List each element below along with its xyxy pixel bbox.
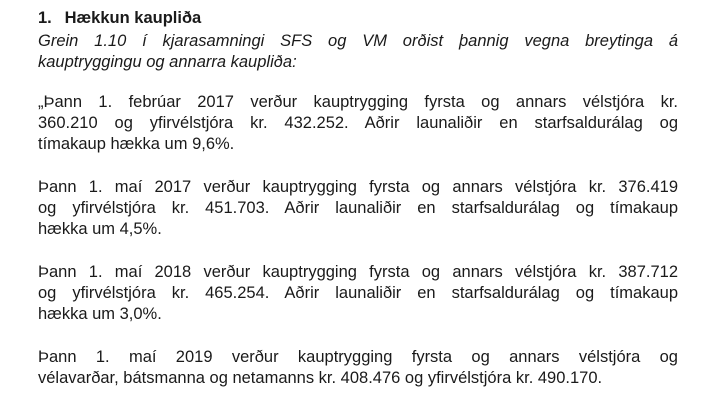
intro-line: kauptryggingu og annarra kaupliða: — [38, 53, 297, 71]
section-title: Hækkun kaupliða — [64, 9, 202, 27]
section-heading — [38, 8, 678, 28]
paragraph-line: og yfirvélstjóra kr. 465.254. Aðrir launaliðir en starfsaldurálag og tímakaup — [38, 284, 678, 302]
paragraph-line: Þann 1. maí 2017 verður kauptrygging fyrsta og annars vélstjóra kr. 376.419 — [38, 178, 678, 196]
paragraph-may-2017 — [38, 177, 678, 240]
paragraph-line: og yfirvélstjóra kr. 451.703. Aðrir launaliðir en starfsaldurálag og tímakaup — [38, 199, 678, 217]
paragraph-line: Þann 1. maí 2019 verður kauptrygging fyrsta og annars vélstjóra og — [38, 348, 678, 366]
document-page — [38, 8, 678, 411]
paragraph-line: hækka um 4,5%. — [38, 220, 162, 238]
intro-line: Grein 1.10 í kjarasamningi SFS og VM orðist þannig vegna breytinga á — [38, 32, 678, 50]
paragraph-line: hækka um 3,0%. — [38, 305, 162, 323]
intro-text — [38, 31, 678, 73]
paragraph-feb-2017 — [38, 92, 678, 155]
paragraph-line: vélavarðar, bátsmanna og netamanns kr. 408.476 og yfirvélstjóra kr. 490.170. — [38, 369, 603, 387]
paragraph-line: 360.210 og yfirvélstjóra kr. 432.252. Aðrir launaliðir en starfsaldurálag og — [38, 114, 678, 132]
paragraph-may-2018 — [38, 262, 678, 325]
paragraph-line: tímakaup hækka um 9,6%. — [38, 135, 235, 153]
paragraph-may-2019 — [38, 347, 678, 389]
section-number: 1. — [38, 9, 52, 27]
paragraph-line: „Þann 1. febrúar 2017 verður kauptrygging fyrsta og annars vélstjóra kr. — [38, 93, 678, 111]
paragraph-line: Þann 1. maí 2018 verður kauptrygging fyrsta og annars vélstjóra kr. 387.712 — [38, 263, 678, 281]
